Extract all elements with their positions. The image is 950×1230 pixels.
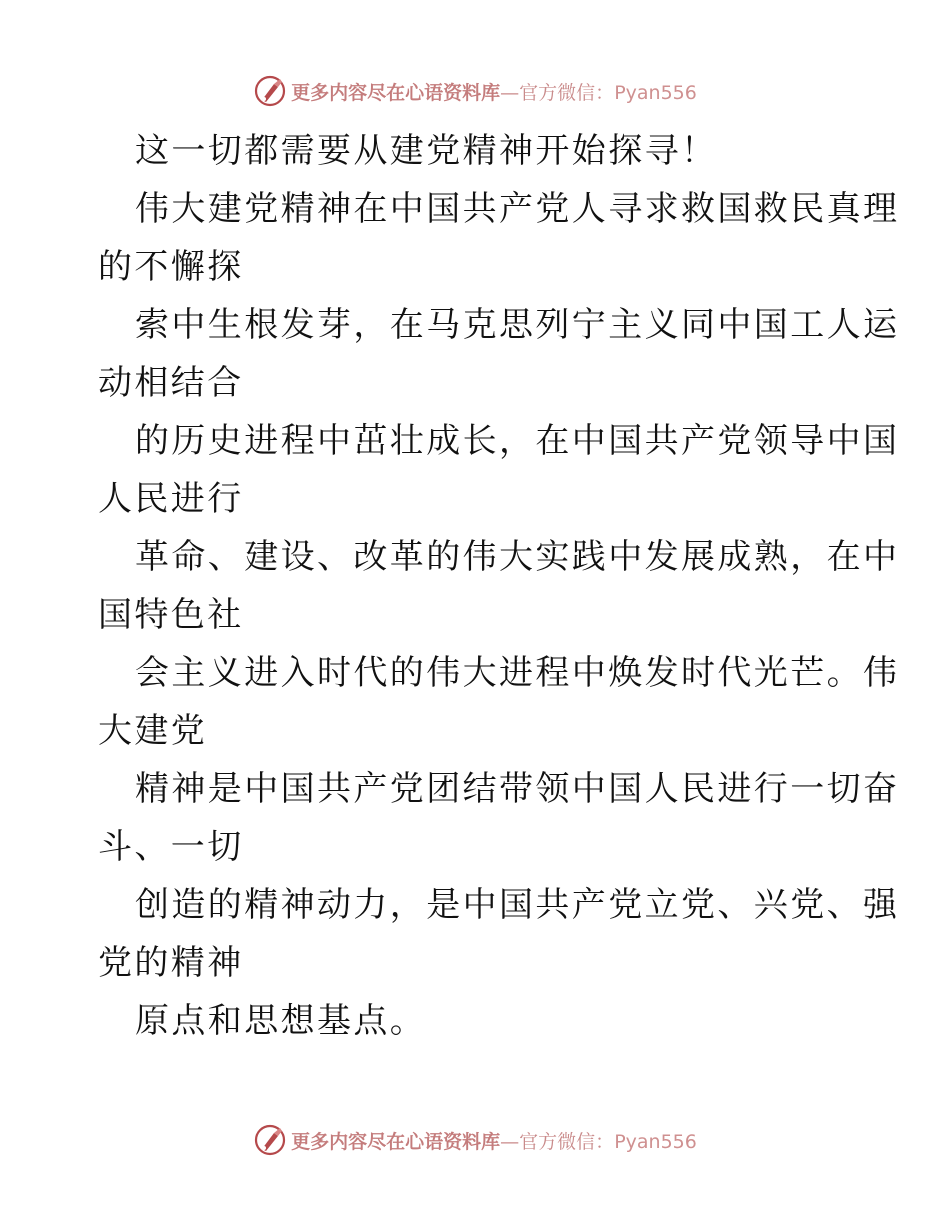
watermark-text (291, 78, 697, 105)
text-line: 动相结合 (98, 363, 244, 403)
footer-watermark (0, 1120, 950, 1160)
text-line: 国特色社 (98, 595, 244, 635)
watermark-main: 更多内容尽在心语资料库 (291, 81, 501, 104)
text-line: 创造的精神动力，是中国共产党立党、兴党、强 (135, 885, 900, 925)
text-line: 索中生根发芽，在马克思列宁主义同中国工人运 (135, 305, 900, 345)
header-watermark (0, 71, 950, 111)
text-line: 伟大建党精神在中国共产党人寻求救国救民真理 (135, 189, 900, 229)
watermark-main: 更多内容尽在心语资料库 (291, 1130, 501, 1153)
watermark-suffix-label: 官方微信： (519, 81, 615, 104)
text-line: 党的精神 (98, 943, 244, 983)
document-body (98, 122, 900, 1050)
text-line: 大建党 (98, 711, 208, 751)
watermark-separator: — (500, 1130, 520, 1153)
text-line: 革命、建设、改革的伟大实践中发展成熟，在中 (135, 537, 900, 577)
text-line: 原点和思想基点。 (135, 1001, 427, 1041)
watermark-suffix-label: 官方微信： (519, 1130, 615, 1153)
watermark-separator: — (500, 81, 520, 104)
text-line: 精神是中国共产党团结带领中国人民进行一切奋 (135, 769, 900, 809)
text-line: 的历史进程中茁壮成长，在中国共产党领导中国 (135, 421, 900, 461)
quill-pen-logo-icon (253, 74, 287, 108)
text-line: 这一切都需要从建党精神开始探寻！ (135, 131, 718, 171)
text-line: 斗、一切 (98, 827, 244, 867)
quill-pen-logo-icon (253, 1123, 287, 1157)
text-line: 人民进行 (98, 479, 244, 519)
text-line: 会主义进入时代的伟大进程中焕发时代光芒。伟 (135, 653, 900, 693)
text-line: 的不懈探 (98, 247, 244, 287)
watermark-wechat-id: Pyan556 (614, 81, 697, 104)
watermark-text (291, 1127, 697, 1154)
watermark-wechat-id: Pyan556 (614, 1130, 697, 1153)
